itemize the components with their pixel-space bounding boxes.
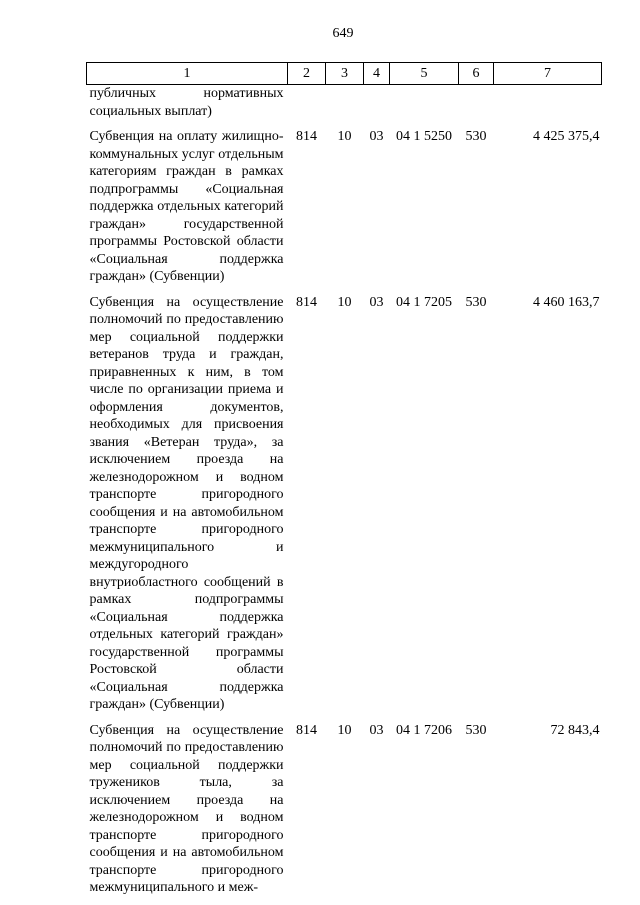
row-col-6: 530: [465, 294, 487, 310]
row-amount: 4 460 163,7: [533, 294, 600, 310]
table-row: [87, 714, 602, 897]
row-col-2: 814: [296, 722, 317, 738]
column-header-4: 4: [364, 63, 390, 85]
row-col-3: 10: [337, 294, 352, 310]
row-col-2: 814: [296, 294, 317, 310]
budget-table: [86, 62, 602, 897]
row-col-4: 03: [369, 722, 384, 738]
column-header-7: 7: [494, 63, 602, 85]
table-header-row: [87, 63, 602, 85]
row-col-5: 04 1 7205: [396, 294, 452, 310]
page-number: 649: [332, 26, 354, 41]
row-col-3: [326, 85, 364, 121]
row-col-2: 814: [296, 129, 317, 144]
column-header-5: 5: [390, 63, 459, 85]
column-header-1: 1: [87, 63, 288, 85]
table-row: [87, 85, 602, 121]
table-row: [87, 286, 602, 714]
row-amount: 4 425 375,4: [533, 129, 600, 144]
row-description: Субвенция на оплату жилищно-коммунальных услуг отдельным категориям граждан в рамках подпрограммы «Социальная поддержка отдельных категорий граждан» государственной программы Ростовской области «Социальная поддержка граждан» (Субвенции): [89, 129, 284, 284]
row-amount: [494, 85, 602, 121]
row-col-5: [390, 85, 459, 121]
row-description: Субвенция на осуществление полномочий по предоставлению мер социальной поддержки тружеников тыла, за исключением проезда на железнодорожном и водном транспорте пригородного сообщения и на автомобильном транспорте пригородного межмуниципального и меж-: [89, 722, 284, 895]
column-header-2: 2: [288, 63, 326, 85]
table-row: [87, 120, 602, 286]
row-col-4: 03: [369, 294, 384, 310]
row-col-6: 530: [465, 722, 487, 738]
row-description: публичных нормативных социальных выплат): [89, 86, 284, 119]
column-header-6: 6: [459, 63, 494, 85]
row-description: Субвенция на осуществление полномочий по предоставлению мер социальной поддержки ветеранов труда и граждан, приравненных к ним, в том числе по организации приема и оформления документов, необходимых для присвоения звания «Ветеран труда», за исключением проезда на железнодорожном и водном транспорте пригородного сообщения и на автомобильном транспорте пригородного межмуниципального и междугородного внутриобластного сообщений в рамках подпрограммы «Социальная поддержка отдельных категорий граждан» государственной программы Ростовской области «Социальная поддержка граждан» (Субвенции): [89, 294, 284, 712]
row-col-6: [459, 85, 494, 121]
row-col-5: 04 1 7206: [396, 722, 452, 738]
row-col-3: 10: [337, 722, 352, 738]
row-amount: 72 843,4: [550, 722, 600, 738]
row-col-3: 10: [337, 129, 352, 144]
row-col-5: 04 1 5250: [396, 129, 452, 144]
column-header-3: 3: [326, 63, 364, 85]
row-col-2: [288, 85, 326, 121]
row-col-4: 03: [369, 129, 384, 144]
row-col-6: 530: [465, 129, 487, 144]
row-col-4: [364, 85, 390, 121]
